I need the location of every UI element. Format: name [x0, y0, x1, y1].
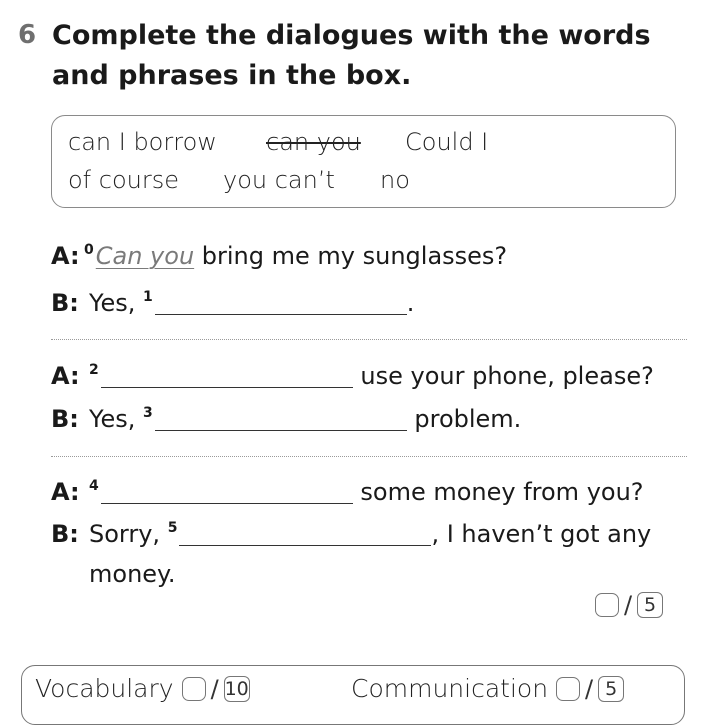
score-input-box[interactable] — [556, 677, 580, 701]
item-number: 4 — [89, 478, 99, 494]
answer-blank[interactable] — [155, 290, 407, 315]
item-number: 0 — [84, 242, 94, 258]
word-option-crossed-out: can you — [266, 128, 361, 156]
word-option: no — [380, 166, 410, 194]
line-text: some money from you? — [352, 478, 644, 506]
word-option: of course — [68, 166, 179, 194]
answer-blank[interactable] — [179, 521, 431, 546]
dialogue-line — [51, 520, 651, 548]
dialogue-line — [51, 478, 644, 506]
speaker-label: A: — [51, 242, 80, 270]
line-text: Yes, — [89, 289, 143, 317]
word-option: can I borrow — [68, 128, 217, 156]
speaker-label: A: — [51, 362, 80, 390]
speaker-label: B: — [51, 405, 79, 433]
score-input-box[interactable] — [595, 593, 619, 617]
exercise-score — [595, 591, 663, 619]
dialogue-line — [51, 362, 654, 390]
score-total: 10 — [224, 677, 249, 700]
dotted-divider — [51, 339, 687, 340]
word-box — [51, 115, 676, 208]
score-separator: / — [210, 674, 219, 703]
score-separator: / — [585, 674, 594, 703]
dialogue-line — [51, 242, 507, 270]
score-total: 5 — [637, 592, 663, 618]
item-number: 2 — [89, 362, 99, 378]
dialogue-line-continuation: money. — [89, 560, 176, 588]
answer-blank[interactable] — [101, 479, 353, 504]
exercise-instructions: Complete the dialogues with the words and phrases in the box. — [52, 20, 651, 91]
line-text: bring me my sunglasses? — [194, 242, 508, 270]
communication-label: Communication — [351, 674, 549, 703]
dotted-divider — [51, 456, 687, 457]
dialogue-line — [51, 405, 521, 433]
dialogue-line — [51, 289, 414, 317]
line-text: problem. — [406, 405, 522, 433]
item-number: 1 — [143, 289, 153, 305]
example-answer: Can you — [95, 242, 195, 270]
line-text: use your phone, please? — [352, 362, 654, 390]
exercise-number: 6 — [18, 20, 37, 50]
speaker-label: A: — [51, 478, 80, 506]
vocabulary-label: Vocabulary — [35, 674, 174, 703]
communication-score — [351, 674, 624, 703]
answer-blank[interactable] — [155, 406, 407, 431]
vocabulary-score — [35, 674, 250, 703]
summary-score-box — [21, 665, 685, 725]
line-text: , I haven’t got any — [431, 520, 652, 548]
line-text: Sorry, — [89, 520, 168, 548]
item-number: 5 — [167, 520, 178, 536]
score-input-box[interactable] — [182, 677, 206, 701]
speaker-label: B: — [51, 520, 79, 548]
score-total: 5 — [598, 676, 624, 702]
line-text: . — [406, 289, 415, 317]
word-option: you can’t — [223, 166, 335, 194]
answer-blank[interactable] — [101, 363, 353, 388]
score-separator: / — [624, 591, 633, 619]
item-number: 3 — [143, 405, 153, 421]
line-text: Yes, — [89, 405, 143, 433]
word-option: Could I — [405, 128, 489, 156]
speaker-label: B: — [51, 289, 79, 317]
